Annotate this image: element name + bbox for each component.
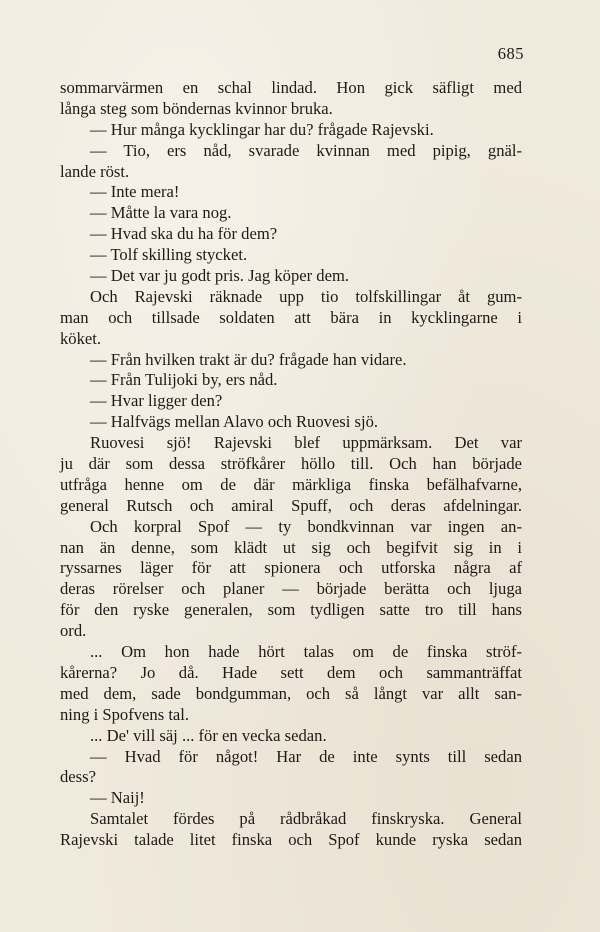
- text-line: Och korpral Spof — ty bondkvinnan var ingen an-: [90, 516, 522, 536]
- text-line: utfråga henne om de där märkliga finska befälhafvarne,: [60, 474, 522, 494]
- text-line: Samtalet fördes på rådbråkad finskryska. General: [90, 809, 522, 829]
- text-line: med dem, sade bondgumman, och så långt var allt san-: [60, 683, 522, 703]
- text-line: man och tillsade soldaten att bära in kycklingarne i: [60, 307, 522, 327]
- body-text: [60, 78, 522, 851]
- text-line: ... De' vill säj ... för en vecka sedan.: [90, 725, 327, 745]
- text-line: — Det var ju godt pris. Jag köper dem.: [90, 266, 349, 286]
- text-line: ryssarnes läger för att spionera och utforska några af: [60, 558, 522, 578]
- text-line: Ruovesi sjö! Rajevski blef uppmärksam. Det var: [90, 433, 522, 453]
- text-line: — Hvad för något! Har de inte synts till sedan: [90, 746, 522, 766]
- text-line: — Hvar ligger den?: [90, 391, 223, 411]
- text-line: — Tolf skilling stycket.: [90, 245, 248, 265]
- page-number: 685: [497, 44, 524, 63]
- text-line: — Tio, ers nåd, svarade kvinnan med pipig, gnäl-: [90, 140, 522, 160]
- text-line: — Inte mera!: [90, 182, 180, 202]
- text-line: ... Om hon hade hört talas om de finska ströf-: [90, 642, 522, 662]
- text-line: dess?: [60, 767, 96, 787]
- text-line: Rajevski talade litet finska och Spof kunde ryska sedan: [60, 830, 522, 850]
- text-line: general Rutsch och amiral Spuff, och deras afdelningar.: [60, 495, 522, 515]
- text-line: — Hur många kycklingar har du? frågade Rajevski.: [90, 119, 434, 139]
- text-line: Och Rajevski räknade upp tio tolfskillingar åt gum-: [90, 286, 522, 306]
- text-line: sommarvärmen en schal lindad. Hon gick säfligt med: [60, 78, 522, 97]
- text-line: köket.: [60, 328, 102, 348]
- text-line: ord.: [60, 621, 87, 641]
- text-line: — Hvad ska du ha för dem?: [90, 224, 278, 244]
- text-line: för den ryske generalen, som tydligen satte tro till hans: [60, 600, 522, 620]
- text-line: — Naij!: [90, 788, 145, 808]
- text-line: lande röst.: [60, 161, 130, 181]
- text-line: nan än denne, som klädt ut sig och begifvit sig in i: [60, 537, 522, 557]
- text-line: — Från Tulijoki by, ers nåd.: [90, 370, 278, 390]
- text-line: deras rörelser och planer — började berätta och ljuga: [60, 579, 522, 599]
- text-line: — Måtte la vara nog.: [90, 203, 232, 223]
- text-line: — Halfvägs mellan Alavo och Ruovesi sjö.: [90, 412, 379, 432]
- text-line: ju där som dessa ströfkårer höllo till. Och han började: [60, 454, 522, 474]
- text-line: — Från hvilken trakt är du? frågade han vidare.: [90, 349, 407, 369]
- text-line: långa steg som böndernas kvinnor bruka.: [60, 98, 333, 118]
- text-line: ning i Spofvens tal.: [60, 704, 190, 724]
- text-line: kårerna? Jo då. Hade sett dem och sammanträffat: [60, 662, 522, 682]
